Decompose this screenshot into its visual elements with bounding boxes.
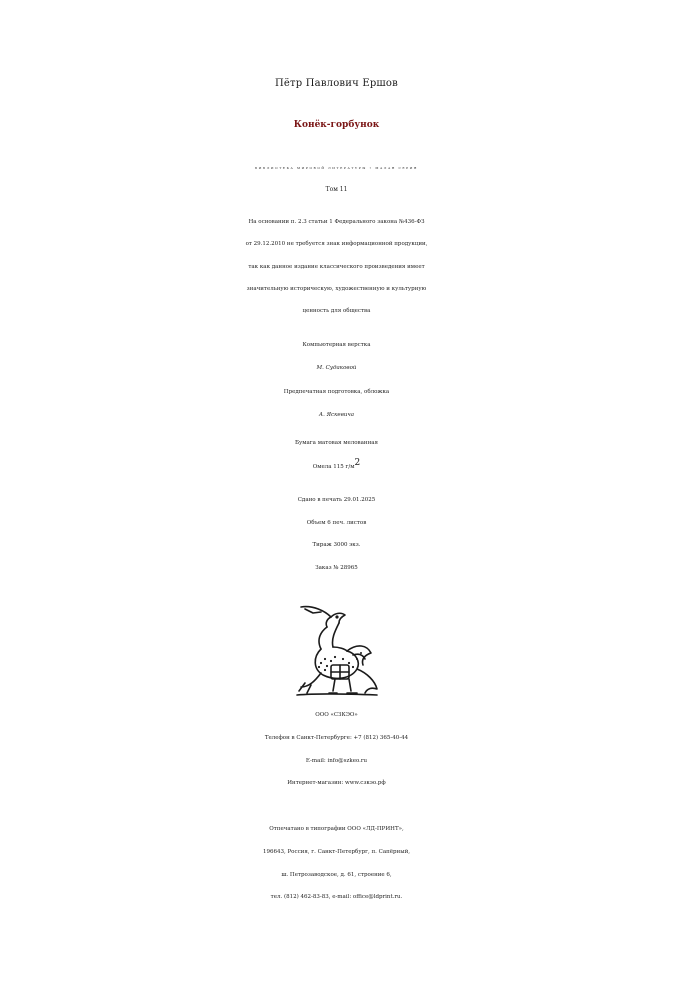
layout-credit-name: М. Судаковой [316, 365, 357, 371]
print-run: Тираж 3000 экз. [312, 542, 361, 548]
prepress-credit-label: Предпечатная подготовка, обложка [283, 389, 390, 395]
print-volume: Объем 6 печ. листов [306, 520, 367, 526]
publisher-phone: Телефон в Санкт-Петербурге: +7 (812) 365-40-44 [264, 735, 409, 741]
series-name: БИБЛИОТЕКА МИРОВОЙ ЛИТЕРАТУРЫ • МАЛАЯ СЕРИЯ [255, 166, 418, 170]
publisher-shop: Интернет-магазин: www.сзкэо.рф [287, 780, 386, 786]
order-number: Заказ № 28965 [315, 565, 358, 571]
layout-credit-label: Компьютерная верстка [302, 342, 371, 348]
legal-notice-line: ценность для общества [302, 308, 371, 314]
printer-line: тел. (812) 462-83-83, e-mail: office@ldprint.ru. [270, 894, 403, 900]
legal-notice-line: так как данное издание классического произведения имеет [248, 264, 425, 270]
paper-grade-text: Омела 115 г/м [312, 463, 355, 470]
prepress-credit-name: А. Яскевича [318, 412, 355, 418]
printer-line: Отпечатано в типографии ООО «ЛД-ПРИНТ», [269, 826, 404, 832]
publisher-name: ООО «СЗКЭО» [315, 712, 358, 718]
paper-grade-superscript: 2 [354, 458, 361, 468]
printer-line: ш. Петрозаводское, д. 61, строение 6, [281, 872, 392, 878]
book-title: Конёк-горбунок [293, 120, 380, 130]
publisher-email: E-mail: info@szkeo.ru [305, 758, 368, 764]
volume-number: Том 11 [325, 186, 348, 193]
author-name: Пётр Павлович Ершов [275, 78, 398, 89]
legal-notice-line: значительную историческую, художественную и культурную [246, 286, 427, 292]
legal-notice-line: от 29.12.2010 не требуется знак информационной продукции, [245, 241, 428, 247]
legal-notice-line: На основании п. 2.3 статьи 1 Федерального закона №436-ФЗ [248, 219, 425, 225]
printer-line: 196643, Россия, г. Санкт-Петербург, п. Сапёрный, [262, 849, 411, 855]
dragon-emblem-icon [291, 603, 383, 699]
print-date: Сдано в печать 29.01.2025 [297, 497, 376, 503]
paper-grade [0, 458, 673, 470]
paper-type: Бумага матовая мелованная [294, 440, 379, 446]
